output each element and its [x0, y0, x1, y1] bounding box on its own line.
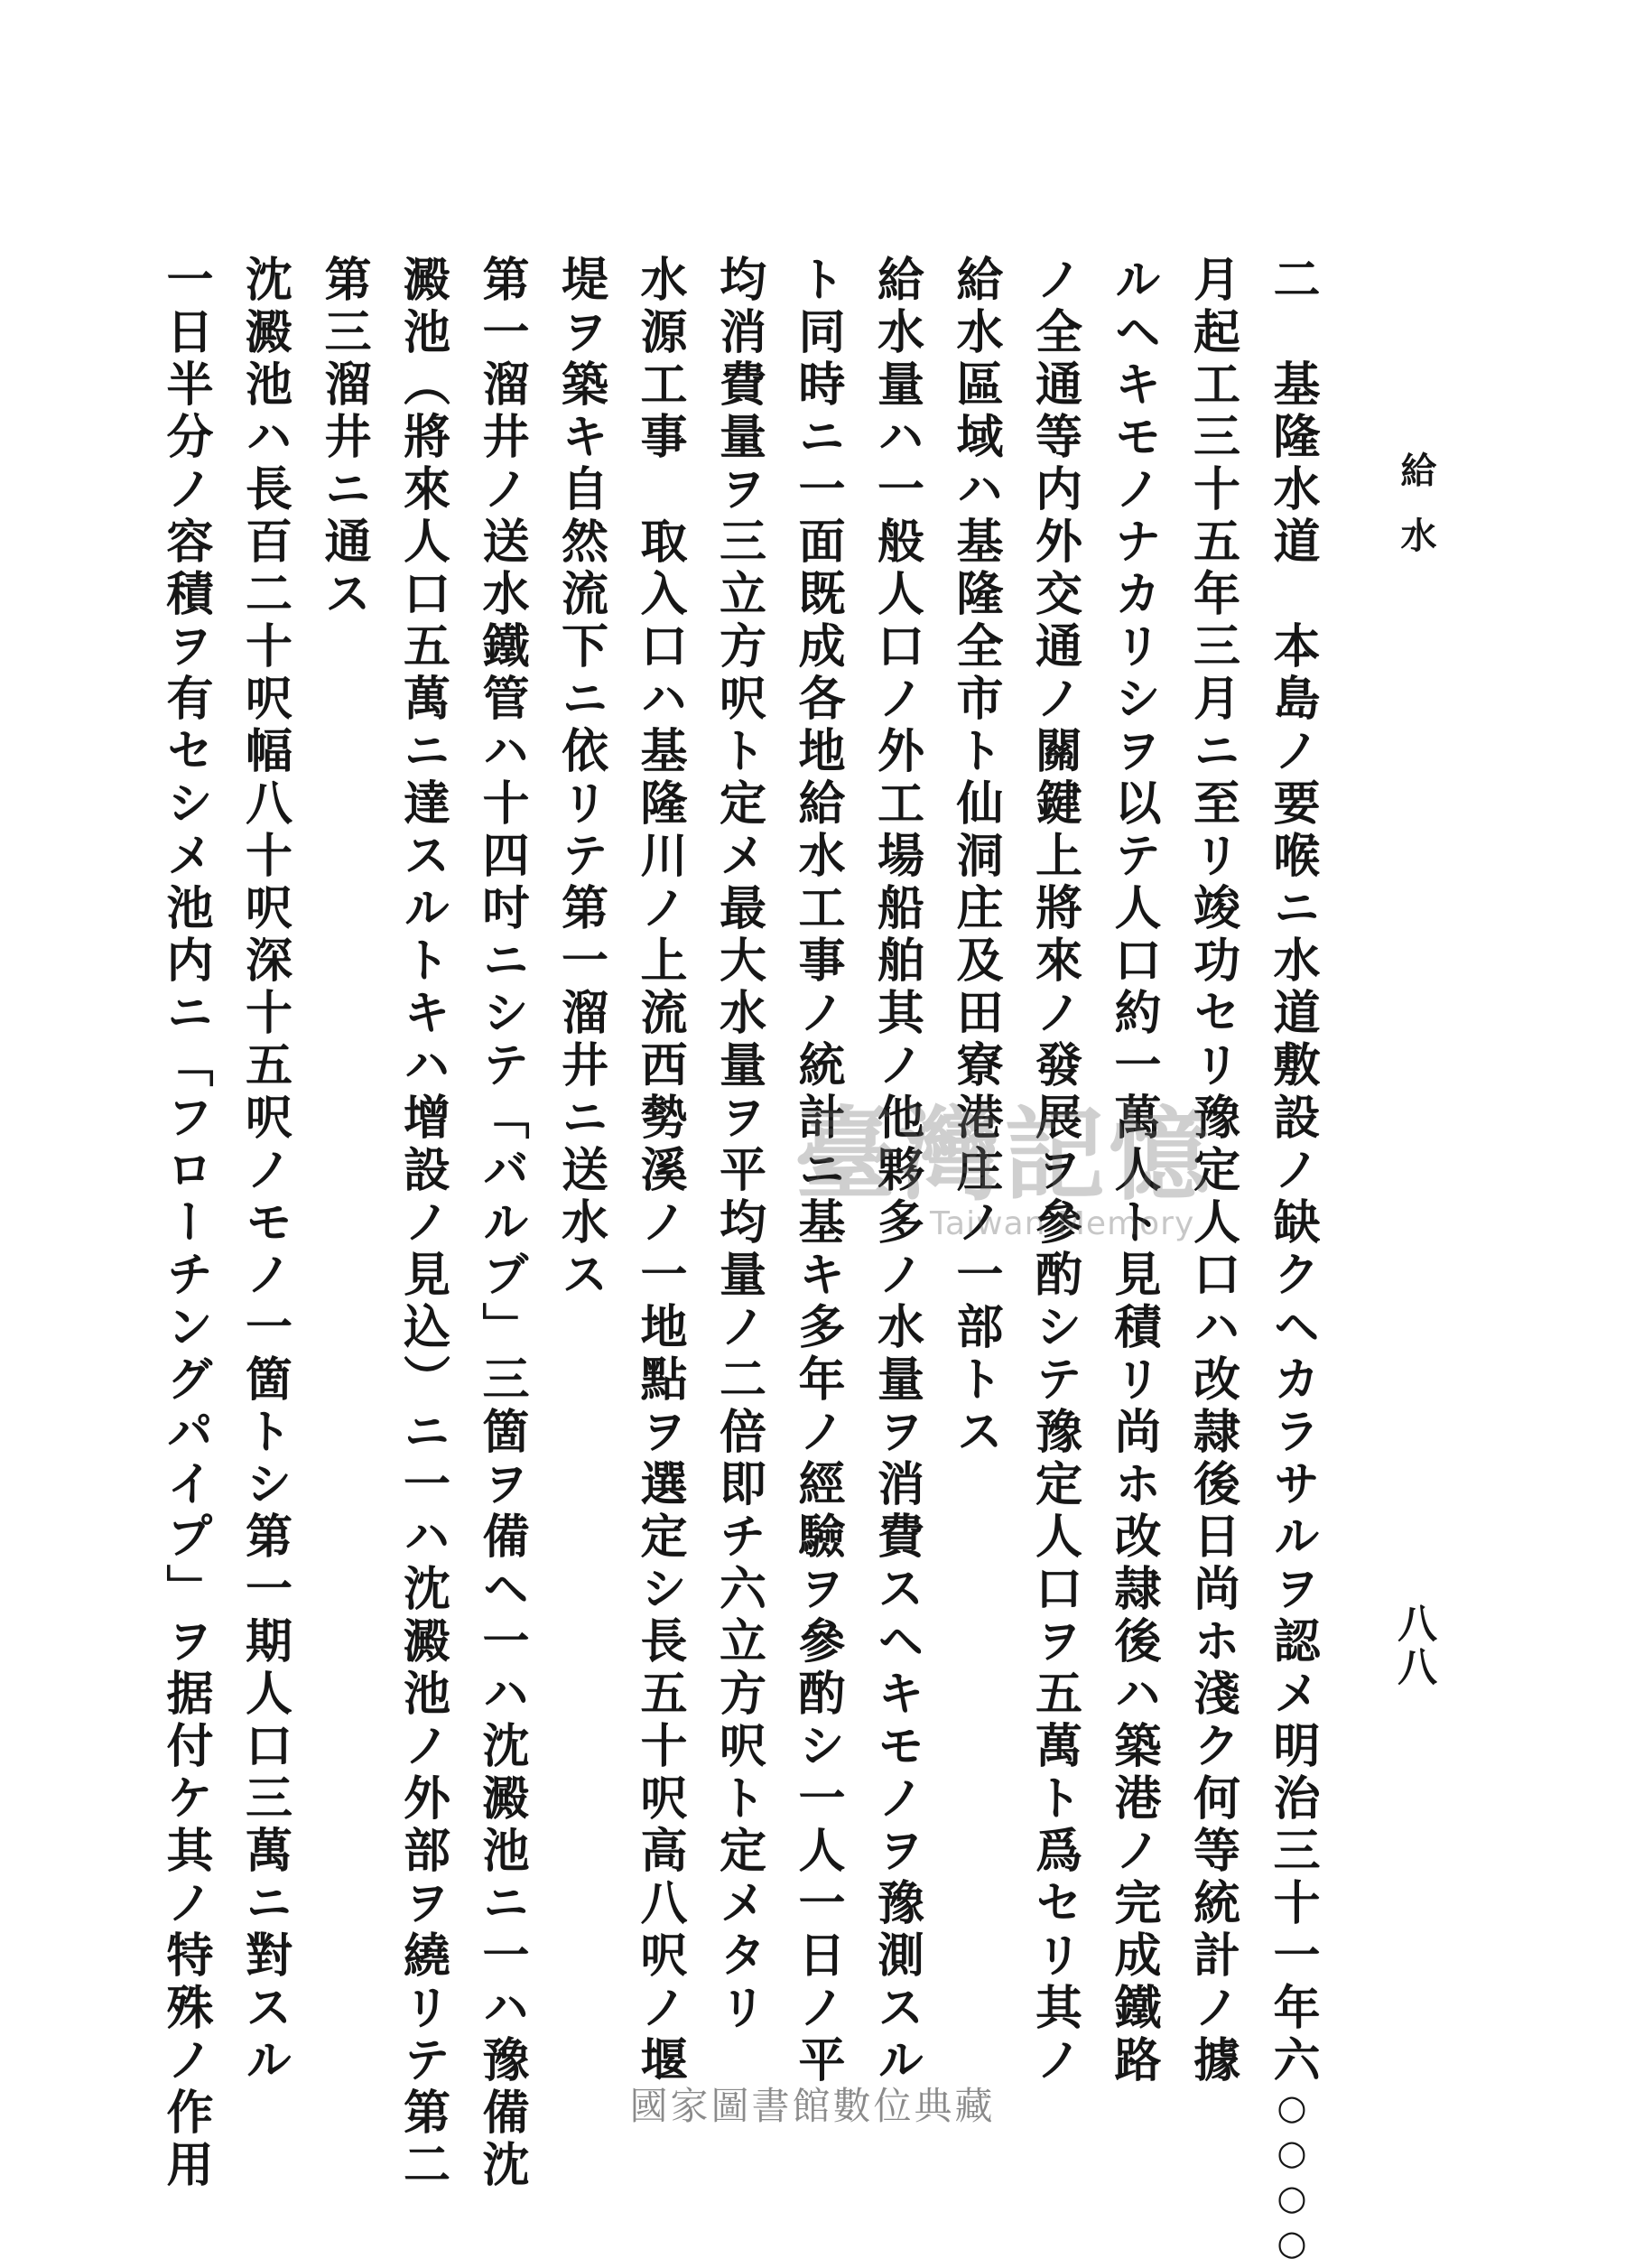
watermark-logo-text: 臺灣記憶	[794, 1096, 1213, 1214]
column-text: 二 基隆水道 本島ノ要喉ニ水道敷設ノ缺クヘカラサルヲ認メ明治三十一年六	[1265, 255, 1320, 2087]
running-head: 給水	[1395, 451, 1437, 581]
text-column: 堤ヲ築キ自然流下ニ依リテ第一溜井ニ送水ス	[552, 255, 608, 1302]
text-column: 第一溜井ノ送水鐵管ハ十四吋ニシテ「バルブ」三箇ヲ備ヘ一ハ沈澱池ニ一ハ豫備沈	[474, 255, 529, 2192]
text-column: 給水量ハ一般人口ノ外工場船舶其ノ他夥多ノ水量ヲ消費スヘキモノヲ豫測スル	[868, 255, 924, 2087]
watermark-subtext: Taiwan Memory	[930, 1205, 1195, 1242]
text-column: 第三溜井ニ通ス	[316, 255, 371, 621]
text-column: 水源工事 取入口ハ基隆川ノ上流西勢溪ノ一地點ヲ選定シ長五十呎高八呎ノ堰	[632, 255, 687, 2087]
page-number: 八八	[1390, 1603, 1436, 1689]
text-column: ト同時ニ一面既成各地給水工事ノ統計ニ基キ多年ノ經驗ヲ參酌シ一人一日ノ平	[790, 255, 845, 2087]
text-column: 澱池（將來人口五萬ニ達スルトキハ增設ノ見込）ニ一ハ沈澱池ノ外部ヲ繞リテ第二	[395, 255, 450, 2192]
text-column: ノ全通等内外交通ノ關鍵上將來ノ發展ヲ參酌シテ豫定人口ヲ五萬ト爲セリ其ノ	[1026, 255, 1082, 2087]
library-credit: 國家圖書館數位典藏	[629, 2084, 996, 2128]
text-column: 月起工三十五年三月ニ至リ竣功セリ豫定人口ハ改隷後日尚ホ淺ク何等統計ノ據	[1184, 255, 1240, 2087]
text-column: 一日半分ノ容積ヲ有セシメ池内ニ「フローチングパイプ」ヲ据付ケ其ノ特殊ノ作用	[158, 255, 213, 2192]
text-column: ルヘキモノナカリシヲ以テ人口約一萬人ト見積リ尚ホ改隷後ハ築港ノ完成鐵路	[1106, 255, 1161, 2087]
text-column: 給水區域ハ基隆全市ト仙洞庄及田寮港庄ノ一部トス	[948, 255, 1003, 1459]
text-column: 均消費量ヲ三立方呎ト定メ最大水量ヲ平均量ノ二倍即チ六立方呎ト定メタリ	[710, 255, 766, 2035]
text-column	[1252, 255, 1332, 2268]
text-column: 沈澱池ハ長百二十呎幅八十呎深十五呎ノモノ一箇トシ第一期人口三萬ニ對スル	[237, 255, 292, 2087]
emphasis-marks: ○○○○	[1272, 2087, 1312, 2268]
